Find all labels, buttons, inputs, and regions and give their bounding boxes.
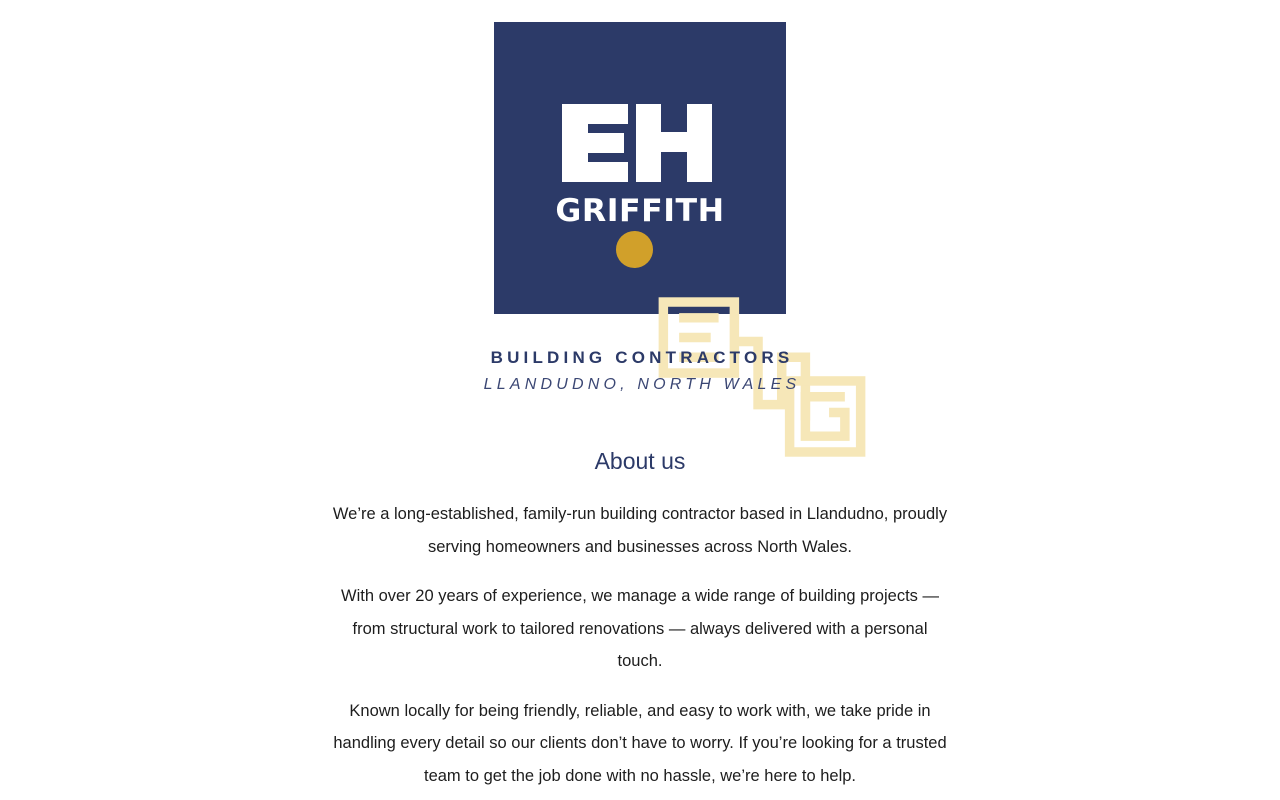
about-paragraph: Known locally for being friendly, reliable, and easy to work with, we take pride in handling every detail so our clients don’t have to worry. If you’re looking for a trusted team to get the job done with no hassle, we’re here to help. (333, 701, 947, 785)
logo-wordmark: GRIFFITH (555, 193, 725, 229)
ehg-badge-icon (616, 231, 653, 268)
location-text: LLANDUDNO, NORTH WALES (483, 376, 801, 393)
company-logo (494, 22, 786, 314)
about-heading: About us (594, 448, 686, 474)
about-section (330, 498, 950, 800)
tagline: BUILDING CONTRACTORS (490, 348, 794, 367)
about-paragraph: We’re a long-established, family-run building contractor based in Llandudno, proudly serving homeowners and businesses across North Wales. (332, 505, 948, 556)
about-paragraph: With over 20 years of experience, we manage a wide range of building projects — from structural work to tailored renovations — always delivered with a personal touch. (341, 587, 939, 670)
